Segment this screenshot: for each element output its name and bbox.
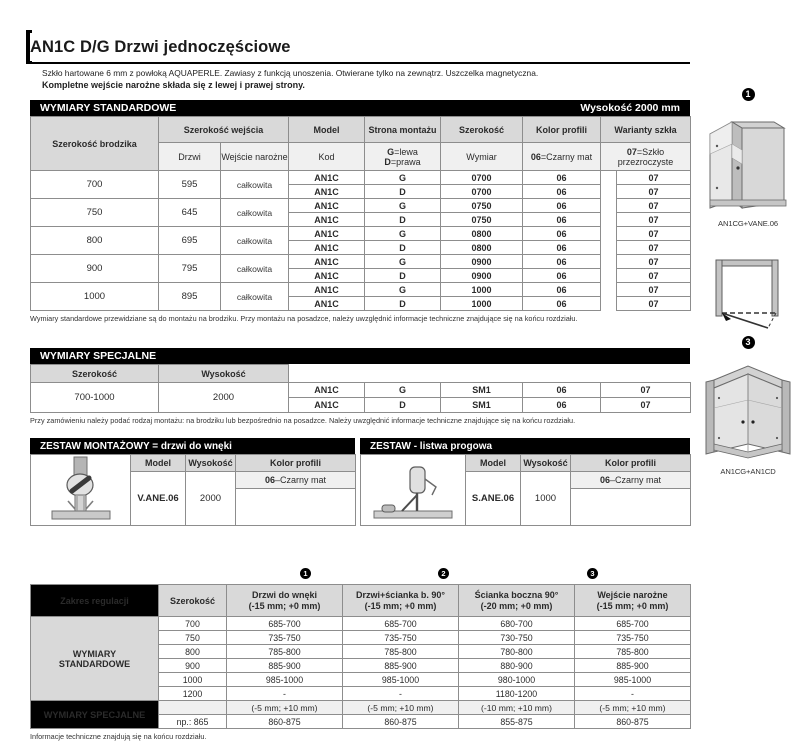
th-kit1-model: Model [131, 455, 186, 472]
td-c4: 685-700 [575, 617, 691, 631]
td-szerokosc: 800 [159, 645, 227, 659]
td-spacer [601, 199, 617, 213]
td-c3: 730-750 [459, 631, 575, 645]
td-drzwi: 645 [159, 199, 221, 227]
th-sub-side-legend [365, 143, 441, 171]
shower-door-niche-3d-icon [702, 104, 794, 212]
legend-g-code: G [387, 146, 395, 157]
td-szklo: 07 [617, 171, 691, 185]
illustration-1-badge: 1 [742, 88, 755, 101]
td-spacer [601, 283, 617, 297]
td-szerokosc: 1000 [159, 673, 227, 687]
td-spacer [601, 227, 617, 241]
td-c4: 985-1000 [575, 673, 691, 687]
illustration-1-caption: AN1CG+VANE.06 [718, 219, 778, 228]
marker-3-badge: 3 [587, 568, 598, 579]
threshold-kit-bar [360, 438, 690, 454]
standard-dimensions-section [30, 100, 690, 323]
th-regulation-title: Zakres regulacji [31, 585, 159, 617]
td-kod: AN1C [289, 199, 365, 213]
legend-g-value: =lewa [394, 146, 418, 157]
th-sub-glass-legend [601, 143, 691, 171]
th-reg-col3 [459, 585, 575, 617]
td-kod: AN1C [289, 255, 365, 269]
td-spacer [601, 213, 617, 227]
td-wymiar: 0800 [441, 241, 523, 255]
marker-1-badge: 1 [300, 568, 311, 579]
th-reg-col2-line1: Drzwi+ścianka b. 90° [356, 589, 445, 600]
th-brodzik-width: Szerokość brodzika [31, 117, 159, 171]
td-special-side-d: D [365, 398, 441, 413]
standard-bar-right-label: Wysokość 2000 mm [580, 102, 680, 114]
page-title-bar [30, 33, 690, 61]
td-c3: 980-1000 [459, 673, 575, 687]
td-c3: 880-900 [459, 659, 575, 673]
illustration-1 [700, 88, 796, 228]
th-sub-door: Drzwi [159, 143, 221, 171]
td-wymiar: 0900 [441, 269, 523, 283]
table-row [31, 171, 691, 185]
td-special-code-d: AN1C [289, 398, 365, 413]
td-kod: AN1C [289, 213, 365, 227]
legend-d-value: =prawa [390, 156, 421, 167]
td-kolor: 06 [523, 241, 601, 255]
standard-table-footnote: Wymiary standardowe przewidziane są do montażu na brodziku. Przy montażu na posadzce, należy uwzględnić informacje techniczne znajdujące się na końcu rozdziału. [30, 314, 578, 323]
th-kit1-color: Kolor profili [236, 455, 356, 472]
th-profile-color: Kolor profili [523, 117, 601, 143]
td-kit1-height: 2000 [186, 472, 236, 526]
illustration-3 [700, 336, 796, 476]
td-kod: AN1C [289, 185, 365, 199]
td-c4: - [575, 687, 691, 701]
standard-bar-left-label: WYMIARY STANDARDOWE [40, 102, 177, 114]
regulation-footnote: Informacje techniczne znajdują się na końcu rozdziału. [30, 732, 207, 741]
td-c2: - [343, 687, 459, 701]
td-sp-c2: 860-875 [343, 715, 459, 729]
td-c4: 735-750 [575, 631, 691, 645]
th-sub-color-legend [523, 143, 601, 171]
page-title: AN1C D/G Drzwi jednoczęściowe [30, 37, 291, 56]
td-kit1-color-blank [236, 489, 356, 526]
td-tol-c1: (-5 mm; +10 mm) [227, 701, 343, 715]
td-drzwi: 895 [159, 283, 221, 311]
td-narozne: całkowita [221, 227, 289, 255]
standard-table-body [31, 171, 691, 311]
td-c3: 680-700 [459, 617, 575, 631]
door-swing-plan-icon [702, 250, 794, 330]
td-c2: 785-800 [343, 645, 459, 659]
td-strona: D [365, 213, 441, 227]
th-model: Model [289, 117, 365, 143]
td-kolor: 06 [523, 185, 601, 199]
td-c4: 885-900 [575, 659, 691, 673]
td-narozne: całkowita [221, 283, 289, 311]
td-wymiar: 1000 [441, 283, 523, 297]
th-reg-col1 [227, 585, 343, 617]
special-dimensions-section [30, 348, 690, 425]
th-reg-col4-line1: Wejście narożne [597, 589, 668, 600]
td-brodzik: 700 [31, 171, 159, 199]
td-kod: AN1C [289, 283, 365, 297]
td-spacer [601, 269, 617, 283]
reg-std-label-line1: WYMIARY [72, 648, 117, 659]
td-kolor: 06 [523, 213, 601, 227]
standard-dimensions-table [30, 116, 691, 311]
td-c4: 785-800 [575, 645, 691, 659]
mounting-kit-table [30, 454, 356, 526]
td-szerokosc: 700 [159, 617, 227, 631]
td-szklo: 07 [617, 213, 691, 227]
td-narozne: całkowita [221, 199, 289, 227]
th-reg-col1-line2: (-15 mm; +0 mm) [248, 600, 321, 611]
td-tol-c2: (-5 mm; +10 mm) [343, 701, 459, 715]
td-strona: D [365, 241, 441, 255]
td-c1: 885-900 [227, 659, 343, 673]
td-wymiar: 0800 [441, 227, 523, 241]
product-description [42, 68, 692, 91]
td-brodzik: 1000 [31, 283, 159, 311]
table-row [31, 617, 691, 631]
special-dimensions-table [30, 364, 691, 413]
special-table-footnote: Przy zamówieniu należy podać rodzaj montażu: na brodziku lub bezpośrednio na posadzce. Należy uwzględnić informacje techniczne znajdujące się na końcu rozdziału. [30, 416, 576, 425]
title-divider [30, 62, 690, 64]
td-c2: 885-900 [343, 659, 459, 673]
td-kit1-color-value [236, 472, 356, 489]
td-brodzik: 750 [31, 199, 159, 227]
td-c2: 985-1000 [343, 673, 459, 687]
description-line-1: Szkło hartowane 6 mm z powłoką AQUAPERLE. Zawiasy z funkcją unoszenia. Otwierane tylko na zewnątrz. Uszczelka magnetyczna. [42, 68, 539, 78]
regulation-range-table [30, 584, 691, 729]
td-kolor: 06 [523, 255, 601, 269]
td-strona: D [365, 269, 441, 283]
td-special-label: WYMIARY SPECJALNE [31, 701, 159, 729]
regulation-range-section [30, 566, 690, 741]
kit1-color-name: –Czarny mat [274, 475, 327, 485]
th-reg-width: Szerokość [159, 585, 227, 617]
td-tol-szerokosc [159, 701, 227, 715]
td-kod: AN1C [289, 227, 365, 241]
td-spacer [601, 297, 617, 311]
td-special-glass-d: 07 [601, 398, 691, 413]
td-special-dim-d: SM1 [441, 398, 523, 413]
illustration-3-badge: 3 [742, 336, 755, 349]
th-kit1-height: Wysokość [186, 455, 236, 472]
td-kolor: 06 [523, 227, 601, 241]
kit2-color-code: 06 [599, 475, 610, 485]
td-kolor: 06 [523, 297, 601, 311]
th-width: Szerokość [441, 117, 523, 143]
td-special-width-value: 700-1000 [31, 383, 159, 413]
th-mount-side: Strona montażu [365, 117, 441, 143]
td-tol-c4: (-5 mm; +10 mm) [575, 701, 691, 715]
th-reg-col1-line1: Drzwi do wnęki [251, 589, 317, 600]
special-dimensions-bar [30, 348, 690, 364]
th-entry-width-group: Szerokość wejścia [159, 117, 289, 143]
td-wymiar: 1000 [441, 297, 523, 311]
td-kolor: 06 [523, 269, 601, 283]
th-special-width: Szerokość [31, 365, 159, 383]
regulation-standard-body [31, 617, 691, 701]
td-kit2-color-blank [571, 489, 691, 526]
td-wymiar: 0900 [441, 255, 523, 269]
table-row [31, 701, 691, 715]
mounting-kit-illustration [31, 455, 131, 526]
kit1-color-code: 06 [264, 475, 275, 485]
td-szklo: 07 [617, 283, 691, 297]
td-kolor: 06 [523, 283, 601, 297]
td-wymiar: 0700 [441, 185, 523, 199]
td-strona: G [365, 255, 441, 269]
td-wymiar: 0700 [441, 171, 523, 185]
td-kit2-height: 1000 [521, 472, 571, 526]
td-strona: G [365, 283, 441, 297]
td-special-color-d: 06 [523, 398, 601, 413]
td-szklo: 07 [617, 269, 691, 283]
table-row [31, 199, 691, 213]
td-kit2-color-value [571, 472, 691, 489]
wall-profile-mount-icon [32, 455, 130, 523]
td-drzwi: 595 [159, 171, 221, 199]
th-reg-col2-line2: (-15 mm; +0 mm) [364, 600, 437, 611]
th-kit2-model: Model [466, 455, 521, 472]
td-strona: D [365, 297, 441, 311]
td-narozne: całkowita [221, 171, 289, 199]
td-szklo: 07 [617, 185, 691, 199]
mounting-kit-label: ZESTAW MONTAŻOWY = drzwi do wnęki [40, 440, 232, 452]
legend-06-value: =Czarny mat [540, 151, 593, 162]
th-glass-variants: Warianty szkła [601, 117, 691, 143]
td-szklo: 07 [617, 227, 691, 241]
regulation-special-body [31, 701, 691, 729]
td-szklo: 07 [617, 297, 691, 311]
td-c1: 735-750 [227, 631, 343, 645]
legend-07-code: 07 [626, 146, 637, 157]
td-narozne: całkowita [221, 255, 289, 283]
td-special-side-g: G [365, 383, 441, 398]
td-sp-szerokosc: np.: 865 [159, 715, 227, 729]
td-kod: AN1C [289, 297, 365, 311]
td-c2: 735-750 [343, 631, 459, 645]
td-c2: 685-700 [343, 617, 459, 631]
td-tol-c3: (-10 mm; +10 mm) [459, 701, 575, 715]
legend-07-value: =Szkło przezroczyste [617, 146, 674, 167]
td-kolor: 06 [523, 171, 601, 185]
td-wymiar: 0750 [441, 199, 523, 213]
threshold-kit-section [360, 438, 690, 526]
td-spacer [601, 185, 617, 199]
td-spacer [601, 241, 617, 255]
th-reg-col2 [343, 585, 459, 617]
td-brodzik: 800 [31, 227, 159, 255]
regulation-markers-row [30, 566, 690, 584]
threshold-kit-table [360, 454, 691, 526]
td-c1: 785-800 [227, 645, 343, 659]
table-row [31, 227, 691, 241]
th-reg-col3-line1: Ścianka boczna 90° [474, 589, 559, 600]
threshold-strip-icon [362, 455, 465, 523]
td-kod: AN1C [289, 171, 365, 185]
td-szklo: 07 [617, 199, 691, 213]
mounting-kit-section [30, 438, 355, 526]
th-kit2-color: Kolor profili [571, 455, 691, 472]
illustration-2 [700, 250, 796, 335]
th-reg-col4-line2: (-15 mm; +0 mm) [596, 600, 669, 611]
description-line-2: Kompletne wejście narożne składa się z lewej i prawej strony. [42, 79, 305, 90]
td-c1: - [227, 687, 343, 701]
legend-06-code: 06 [530, 151, 541, 162]
td-sp-c3: 855-875 [459, 715, 575, 729]
td-kit1-model: V.ANE.06 [131, 472, 186, 526]
td-c3: 1180-1200 [459, 687, 575, 701]
td-drzwi: 695 [159, 227, 221, 255]
corner-entry-3d-icon [702, 352, 794, 460]
td-special-color-g: 06 [523, 383, 601, 398]
td-special-dim-g: SM1 [441, 383, 523, 398]
th-kit2-height: Wysokość [521, 455, 571, 472]
td-kit2-model: S.ANE.06 [466, 472, 521, 526]
td-spacer [601, 255, 617, 269]
td-sp-c1: 860-875 [227, 715, 343, 729]
td-szerokosc: 1200 [159, 687, 227, 701]
td-standard-label [31, 617, 159, 701]
td-sp-c4: 860-875 [575, 715, 691, 729]
td-brodzik: 900 [31, 255, 159, 283]
td-szklo: 07 [617, 255, 691, 269]
td-c3: 780-800 [459, 645, 575, 659]
td-drzwi: 795 [159, 255, 221, 283]
marker-2-badge: 2 [438, 568, 449, 579]
td-wymiar: 0750 [441, 213, 523, 227]
td-szklo: 07 [617, 241, 691, 255]
td-special-height-value: 2000 [159, 383, 289, 413]
mounting-kit-bar [30, 438, 355, 454]
td-strona: G [365, 171, 441, 185]
th-sub-corner-entry: Wejście narożne [221, 143, 289, 171]
td-spacer [601, 171, 617, 185]
table-row [31, 283, 691, 297]
standard-dimensions-bar [30, 100, 690, 116]
table-row [31, 255, 691, 269]
td-kod: AN1C [289, 269, 365, 283]
td-strona: G [365, 199, 441, 213]
th-sub-dimension: Wymiar [441, 143, 523, 171]
td-special-code-g: AN1C [289, 383, 365, 398]
th-sub-code: Kod [289, 143, 365, 171]
th-reg-col4 [575, 585, 691, 617]
legend-d-code: D [384, 156, 391, 167]
td-special-glass-g: 07 [601, 383, 691, 398]
td-strona: D [365, 185, 441, 199]
th-special-height: Wysokość [159, 365, 289, 383]
td-c1: 685-700 [227, 617, 343, 631]
kit2-color-name: –Czarny mat [609, 475, 662, 485]
special-bar-label: WYMIARY SPECJALNE [40, 350, 157, 362]
illustration-3-caption: AN1CG+AN1CD [720, 467, 776, 476]
td-szerokosc: 900 [159, 659, 227, 673]
threshold-kit-illustration [361, 455, 466, 526]
threshold-kit-label: ZESTAW - listwa progowa [370, 440, 493, 452]
td-kod: AN1C [289, 241, 365, 255]
td-strona: G [365, 227, 441, 241]
td-kolor: 06 [523, 199, 601, 213]
td-szerokosc: 750 [159, 631, 227, 645]
th-reg-col3-line2: (-20 mm; +0 mm) [480, 600, 553, 611]
reg-std-label-line2: STANDARDOWE [58, 658, 131, 669]
td-c1: 985-1000 [227, 673, 343, 687]
